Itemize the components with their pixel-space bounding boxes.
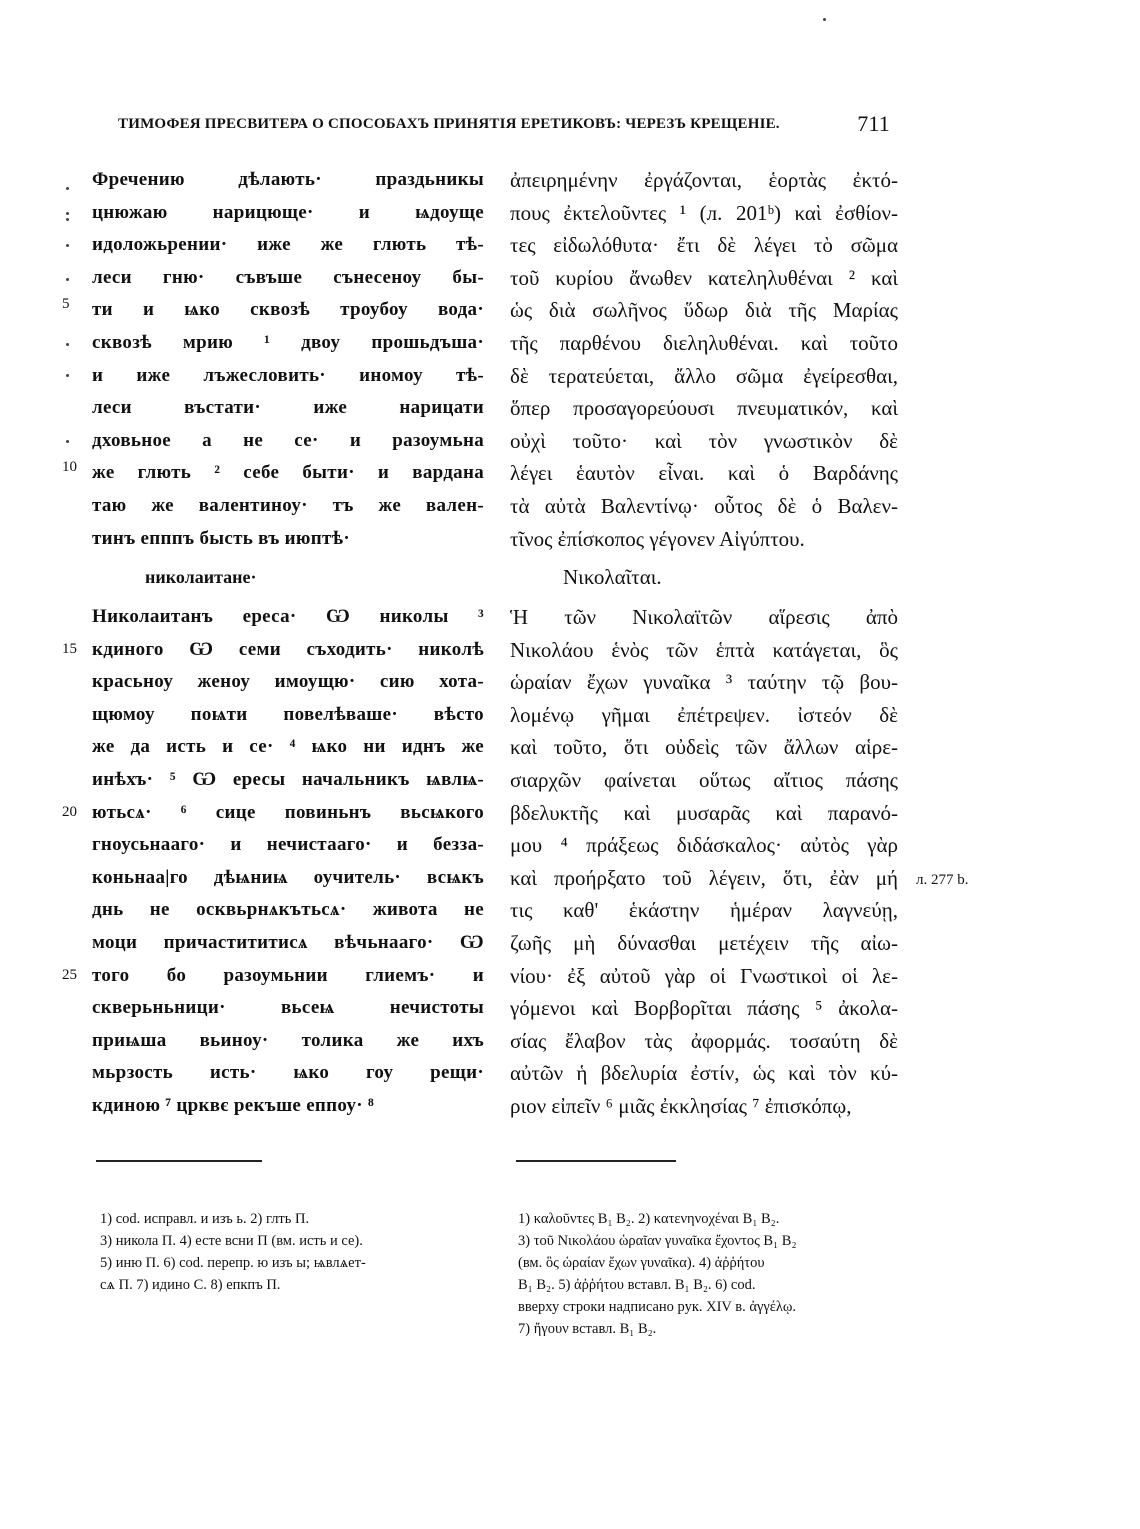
greek-text-line: μου ⁴ πράξεως διδάσκαλος· αὐτὸς γὰρ	[510, 833, 898, 858]
slavonic-section-heading: николаитане·	[145, 567, 257, 587]
greek-text-line: λέγει ἑαυτὸν εἶναι. καὶ ὁ Βαρδάνης	[510, 461, 898, 486]
footnote-line: 3) никола П. 4) есте всни П (вм. исть и се).	[100, 1233, 363, 1249]
slavonic-text-line: кдиною ⁷ црквє рекъше еппоу· ⁸	[92, 1094, 374, 1116]
footnote-line: 1) cod. исправл. и изъ ь. 2) глть П.	[100, 1211, 310, 1227]
header-title: ТИМОФЕЯ ПРЕСВИТЕРА О СПОСОБАХЪ ПРИНЯТІЯ ЕРЕТИКОВЪ: ЧЕРЕЗЪ КРЕЩЕНІЕ.	[118, 116, 780, 132]
slavonic-text-line: гноусьнааго· и нечистааго· и безза-	[92, 834, 484, 856]
greek-text-line: τῆς παρθένου διεληλυθέναι. καὶ τοῦτο	[510, 330, 898, 355]
slavonic-text-line: мьрзость исть· ѩко гоу рещи·	[92, 1062, 484, 1084]
footnote-line: 5) иню П. 6) cod. перепр. ю изъ ы; ѩвлѧет-	[100, 1255, 366, 1271]
greek-text-line: ριον εἰπεῖν ⁶ μιᾶς ἐκκλησίας ⁷ ἐπισκόπῳ,	[510, 1093, 852, 1118]
slavonic-text-line: того бо разоумьнии глиемъ· и	[92, 964, 484, 986]
slavonic-text-line: идоложьрении· иже же глють тѣ-	[92, 234, 484, 256]
greek-text-line: ὡς διὰ σωλῆνος ὕδωρ διὰ τῆς Μαρίας	[510, 298, 898, 323]
speck	[66, 374, 69, 377]
slavonic-text-line: моци причастититисѧ вѣчьнааго· Ѡ	[92, 931, 484, 953]
slavonic-text-line: же да исть и се· ⁴ ѩко ни иднъ же	[92, 736, 484, 758]
footnote-line: (вм. ὃς ὡραίαν ἔχων γυναῖκα). 4) ἀῤῥήτου	[518, 1255, 765, 1271]
line-number-10: 10	[62, 459, 77, 475]
slavonic-text-line: Николаитанъ ереса· Ѡ николы ³	[92, 606, 484, 627]
greek-text-line: ὅπερ προσαγορεύουσι πνευματικόν, καὶ	[510, 396, 898, 421]
speck	[66, 244, 69, 247]
slavonic-text-line: инѣхъ· ⁵ Ѡ ересы начальникъ ѩвлѩ-	[92, 768, 484, 790]
line-number-15: 15	[62, 641, 77, 657]
greek-text-line: αὐτῶν ἡ βδελυρία ἐστίν, ὡς καὶ τὸν κύ-	[510, 1061, 898, 1086]
footnote-rule-right	[516, 1160, 676, 1162]
greek-column-block-1	[510, 164, 898, 555]
greek-text-line: καὶ προήρξατο τοῦ λέγειν, ὅτι, ἐὰν μή	[510, 865, 898, 890]
speck	[66, 343, 69, 346]
slavonic-text-line: сквозѣ мрию ¹ двоу прошьдъша·	[92, 331, 484, 353]
greek-text-line: Νικολάου ἑνὸς τῶν ἑπτὰ κατάγεται, ὃς	[510, 637, 898, 662]
slavonic-text-line: ютьсѧ· ⁶ сице повиньнъ вьсѩкого	[92, 801, 484, 823]
slavonic-text-line: кдиного Ѡ семи съходить· николѣ	[92, 638, 484, 660]
slavonic-text-line: Фречению дѣлають· праздьникы	[92, 169, 484, 190]
greek-text-line: τες εἰδωλόθυτα· ἔτι δὲ λέγει τὸ σῶμα	[510, 233, 898, 258]
greek-text-line: νίου· ἐξ αὐτοῦ γὰρ οἱ Γνωστικοὶ οἱ λε-	[510, 963, 898, 988]
greek-text-line: σιαρχῶν φαίνεται οὕτως αἴτιος πάσης	[510, 767, 898, 792]
greek-text-line: τῖνος ἐπίσκοπος γέγονεν Αἰγύπτου.	[510, 526, 805, 551]
line-number-20: 20	[62, 804, 77, 820]
speck	[66, 212, 69, 215]
greek-text-line: καὶ τοῦτο, ὅτι οὐδεὶς τῶν ἄλλων αἱρε-	[510, 735, 898, 760]
line-number-25: 25	[62, 967, 77, 983]
slavonic-text-line: леси въстати· иже нарицати	[92, 397, 484, 419]
greek-section-heading: Νικολαῖται.	[563, 565, 662, 589]
footnote-line: 7) ἤγουν вставл. B₁ B₂.	[518, 1321, 657, 1337]
slavonic-text-line: цнюжаю нарицюще· и ѩдоуще	[92, 201, 484, 223]
greek-text-line: τὰ αὐτὰ Βαλεντίνῳ· οὗτος δὲ ὁ Βαλεν-	[510, 493, 898, 518]
slavonic-text-line: щюмоу поѩти повелѣваше· вѣсто	[92, 703, 484, 725]
greek-text-line: βδελυκτῆς καὶ μυσαρᾶς καὶ παρανό-	[510, 800, 898, 825]
speck	[66, 278, 69, 281]
slavonic-text-line: дховьное а не се· и разоумьна	[92, 429, 484, 451]
slavonic-text-line: леси гню· съвъше сънесеноу бы-	[92, 266, 484, 288]
footnotes-right	[518, 1208, 908, 1340]
greek-text-line: ὡραίαν ἔχων γυναῖκα ³ ταύτην τῷ βου-	[510, 670, 898, 695]
greek-text-line: λομένῳ γῆμαι ἐπέτρεψεν. ἰστεόν δὲ	[510, 702, 898, 727]
slavonic-text-line: и иже лъжесловить· иномоу тѣ-	[92, 364, 484, 386]
slavonic-text-line: коньнаа|го дѣѩниѩ оучитель· всѩкъ	[92, 866, 484, 888]
footnote-line: 3) τοῦ Νικολάου ὡραῖαν γυναῖκα ἔχοντος B₁ B₂	[518, 1233, 797, 1249]
slavonic-text-line: таю же валентиноу· тъ же вален-	[92, 494, 484, 516]
greek-text-line: πους ἐκτελοῦντες ¹ (л. 201ᵇ) καὶ ἐσθίον-	[510, 200, 898, 225]
speck	[66, 187, 69, 190]
greek-text-line: τοῦ κυρίου ἄνωθεν κατεληλυθέναι ² καὶ	[510, 265, 898, 290]
speck	[823, 18, 826, 21]
speck	[66, 440, 69, 443]
footnote-line: B₁ B₂. 5) ἀῤῥήτου вставл. B₁ B₂. 6) cod.	[518, 1277, 756, 1293]
greek-column-block-2	[510, 601, 898, 1123]
running-header	[118, 111, 898, 136]
slavonic-text-line: днь не осквьрнѧкътьсѧ· живота не	[92, 899, 484, 921]
slavonic-text-line: приѩша вьиноу· толика же ихъ	[92, 1029, 484, 1051]
speck	[66, 218, 69, 221]
slavonic-text-line: скверьньници· вьсеѩ нечистоты	[92, 997, 484, 1019]
footnote-line: вверху строки надписано рук. XIV в. ἀγγέλῳ.	[518, 1299, 797, 1315]
slavonic-text-line: тинъ епппъ бысть въ июптѣ·	[92, 527, 350, 549]
slavonic-column-block-1	[92, 164, 484, 555]
footnotes-left	[100, 1208, 495, 1296]
slavonic-text-line: же глють ² себе быти· и вардана	[92, 462, 484, 484]
footnote-line: сѧ П. 7) идино С. 8) епкпъ П.	[100, 1277, 281, 1293]
greek-text-line: τις καθ' ἑκάστην ἡμέραν λαγνεύῃ,	[510, 898, 898, 923]
footnote-rule-left	[96, 1160, 262, 1162]
footnote-line: 1) καλοῦντες B₁ B₂. 2) κατενηνοχέναι B₁ B₂.	[518, 1211, 780, 1227]
greek-text-line: δὲ τερατεύεται, ἄλλο σῶμα ἐγείρεσθαι,	[510, 363, 898, 388]
greek-text-line: γόμενοι καὶ Βορβορῖται πάσης ⁵ ἀκολα-	[510, 996, 898, 1021]
greek-text-line: ζωῆς μὴ δύνασθαι μετέχειν τῆς αἰω-	[510, 930, 898, 955]
greek-text-line: οὐχὶ τοῦτο· καὶ τὸν γνωστικὸν δὲ	[510, 428, 898, 453]
page-number: 711	[857, 111, 890, 136]
slavonic-text-line: красьноу женоу имоущю· сию хота-	[92, 671, 484, 693]
greek-text-line: Ἡ τῶν Νικολαϊτῶν αἵρεσις ἀπὸ	[510, 605, 898, 629]
margin-note: л. 277 b.	[916, 872, 969, 888]
greek-text-line: σίας ἔλαβον τὰς ἀφορμάς. τοσαύτη δὲ	[510, 1028, 898, 1053]
greek-text-line: ἀπειρημένην ἐργάζονται, ἑορτὰς ἐκτό-	[510, 168, 898, 192]
line-number-5: 5	[62, 296, 70, 312]
slavonic-column-block-2	[92, 601, 484, 1123]
slavonic-text-line: ти и ѩко сквозѣ троубоу вода·	[92, 299, 484, 321]
